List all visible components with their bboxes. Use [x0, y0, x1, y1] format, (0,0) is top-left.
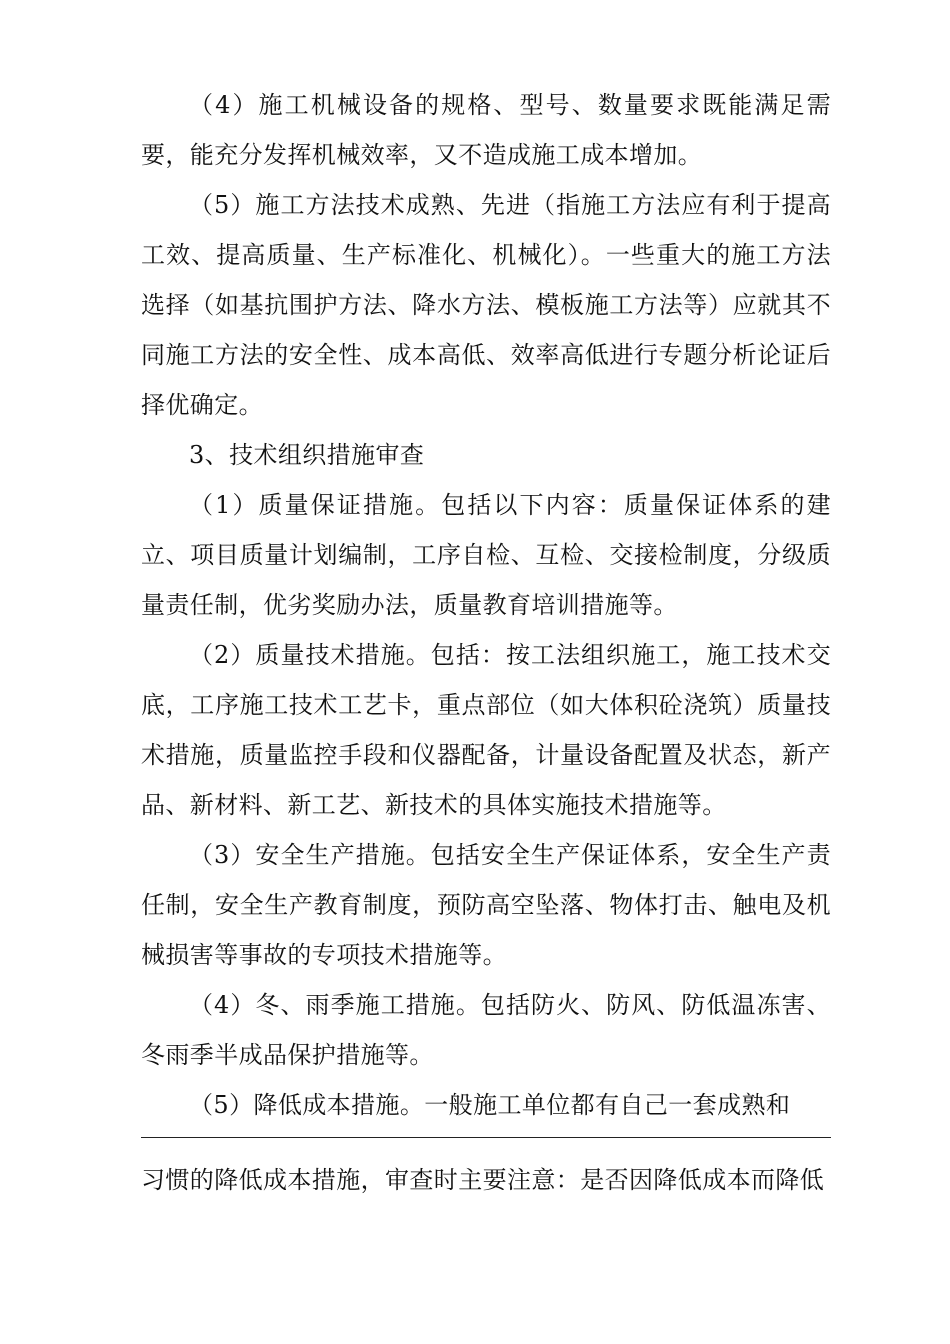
body-text	[141, 80, 831, 1130]
next-page-continuation: 习惯的降低成本措施，审查时主要注意：是否因降低成本而降低	[141, 1166, 825, 1194]
page-break-divider	[141, 1137, 831, 1138]
section-heading-technical-measures: 3、技术组织措施审查	[189, 441, 425, 469]
paragraph-cost-reduction: （5）降低成本措施。一般施工单位都有自己一套成熟和	[189, 1091, 791, 1119]
paragraph-safety-production: （3）安全生产措施。包括安全生产保证体系，安全生产责任制，安全生产教育制度，预防高空坠落、物体打击、触电及机械损害等事故的专项技术措施等。	[141, 841, 831, 969]
paragraph-winter-rainy-season: （4）冬、雨季施工措施。包括防火、防风、防低温冻害、冬雨季半成品保护措施等。	[141, 991, 831, 1069]
paragraph-construction-methods: （5）施工方法技术成熟、先进（指施工方法应有利于提高工效、提高质量、生产标准化、机械化）。一些重大的施工方法选择（如基抗围护方法、降水方法、模板施工方法等）应就其不同施工方法的安全性、成本高低、效率高低进行专题分析论证后择优确定。	[141, 191, 831, 419]
paragraph-quality-assurance: （1）质量保证措施。包括以下内容：质量保证体系的建立、项目质量计划编制，工序自检、互检、交接检制度，分级质量责任制，优劣奖励办法，质量教育培训措施等。	[141, 491, 831, 619]
paragraph-machinery-specs: （4）施工机械设备的规格、型号、数量要求既能满足需要，能充分发挥机械效率，又不造成施工成本增加。	[141, 91, 831, 169]
paragraph-quality-technical: （2）质量技术措施。包括：按工法组织施工，施工技术交底，工序施工技术工艺卡，重点部位（如大体积砼浇筑）质量技术措施，质量监控手段和仪器配备，计量设备配置及状态，新产品、新材料、新工艺、新技术的具体实施技术措施等。	[141, 641, 831, 819]
